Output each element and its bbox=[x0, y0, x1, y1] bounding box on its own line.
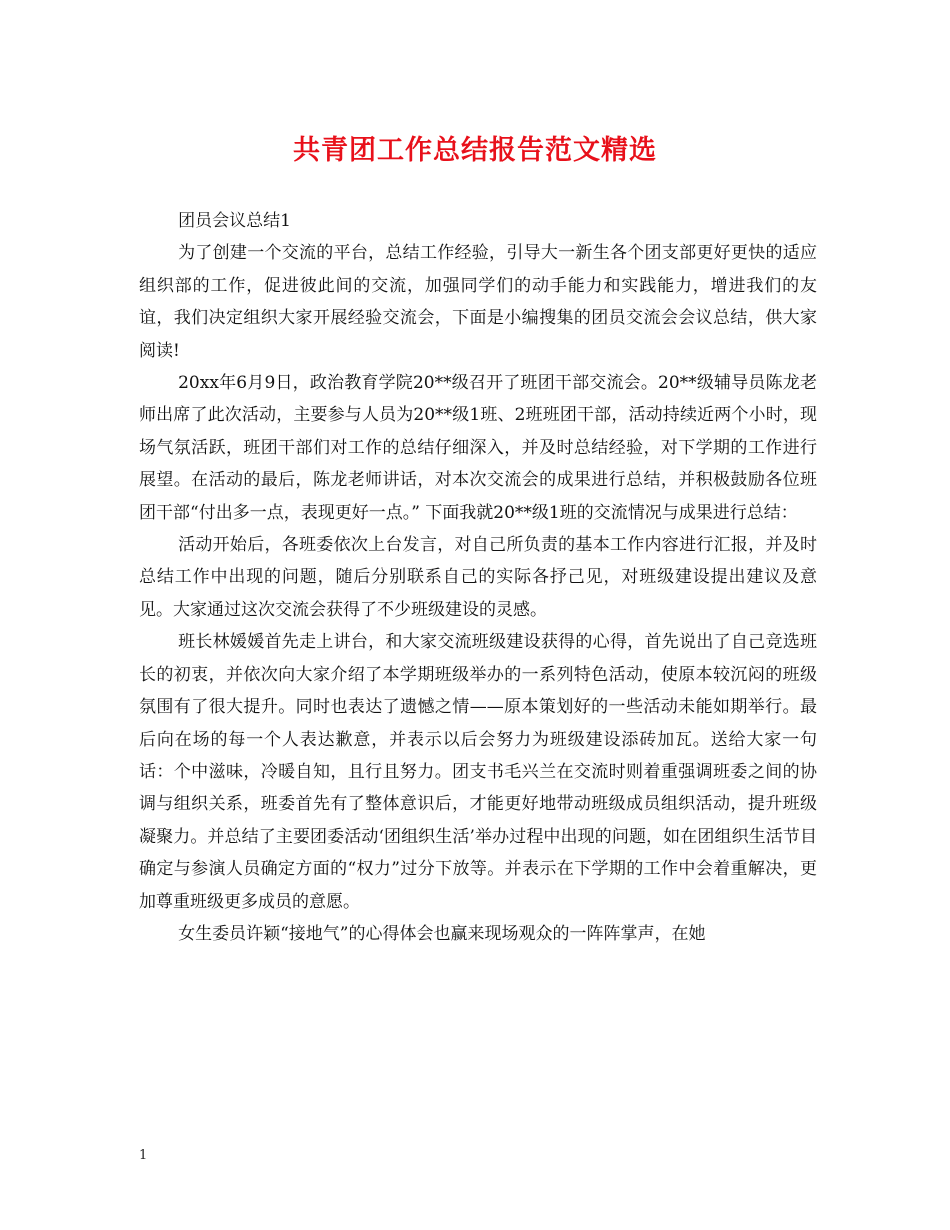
document-body bbox=[139, 205, 817, 950]
section-heading: 团员会议总结1 bbox=[178, 211, 291, 231]
paragraph-monitor: 班长林媛媛首先走上讲台，和大家交流班级建设获得的心得，首先说出了自己竞选班长的初衷，并依次向大家介绍了本学期班级举办的一系列特色活动，使原本较沉闷的班级氛围有了很大提升。同时也表达了遗憾之情——原本策划好的一些活动未能如期举行。最后向在场的每一个人表达歉意，并表示以后会努力为班级建设添砖加瓦。送给大家一句话：个中滋味，冷暖自知，且行且努力。团支书毛兴兰在交流时则着重强调班委之间的协调与组织关系，班委首先有了整体意识后，才能更好地带动班级成员组织活动，提升班级凝聚力。并总结了主要团委活动‘团组织生活’举办过程中出现的问题，如在团组织生活节目确定与参演人员确定方面的“权力”过分下放等。并表示在下学期的工作中会着重解决，更加尊重班级更多成员的意愿。 bbox=[139, 632, 817, 912]
paragraph-female-committee: 女生委员许颖“接地气”的心得体会也赢来现场观众的一阵阵掌声，在她 bbox=[178, 923, 706, 944]
paragraph-activity: 活动开始后，各班委依次上台发言，对自己所负责的基本工作内容进行汇报，并及时总结工作中出现的问题，随后分别联系自己的实际各抒己见，对班级建设提出建议及意见。大家通过这次交流会获得了不少班级建设的灵感。 bbox=[139, 535, 817, 620]
paragraph-intro: 为了创建一个交流的平台，总结工作经验，引导大一新生各个团支部更好更快的适应组织部的工作，促进彼此间的交流，加强同学们的动手能力和实践能力，增进我们的友谊，我们决定组织大家开展经验交流会，下面是小编搜集的团员交流会会议总结，供大家阅读! bbox=[139, 243, 817, 361]
document-title: 共青团工作总结报告范文精选 bbox=[293, 135, 657, 166]
paragraph-event: 20xx年6月9日，政治教育学院20**级召开了班团干部交流会。20**级辅导员陈龙老师出席了此次活动，主要参与人员为20**级1班、2班班团干部，活动持续近两个小时，现场气氛活跃，班团干部们对工作的总结仔细深入，并及时总结经验，对下学期的工作进行展望。在活动的最后，陈龙老师讲话，对本次交流会的成果进行总结，并积极鼓励各位班团干部“付出多一点，表现更好一点。” 下面我就20**级1班的交流情况与成果进行总结： bbox=[139, 373, 817, 523]
page-number: 1 bbox=[139, 1148, 148, 1163]
